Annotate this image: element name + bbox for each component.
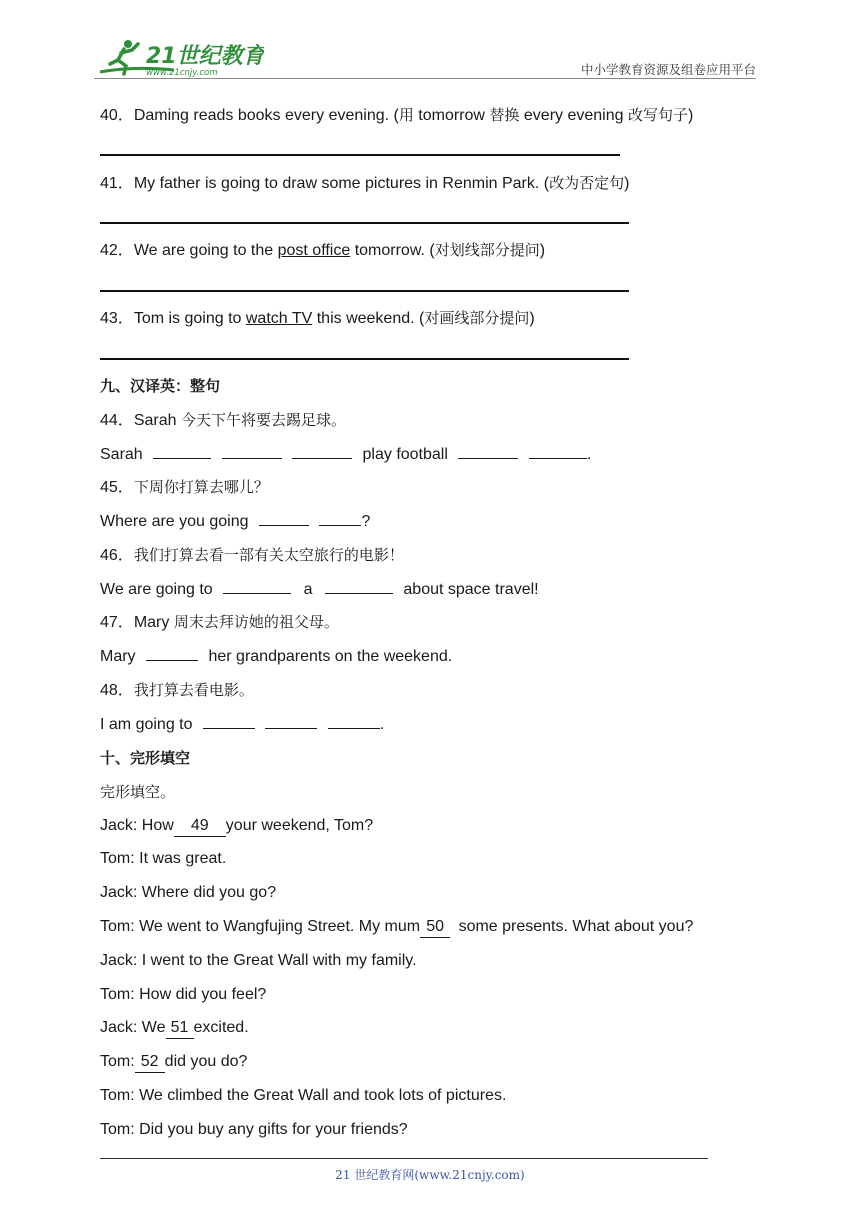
blank[interactable] [458, 444, 518, 459]
dialogue-line: Jack: I went to the Great Wall with my family. [100, 952, 417, 969]
dialogue-line: Tom: How did you feel? [100, 986, 267, 1003]
blank[interactable] [259, 511, 309, 526]
underlined-phrase: watch TV [245, 310, 313, 327]
blank[interactable] [529, 444, 587, 459]
dialogue-line: Tom: We went to Wangfujing Street. My mum 50 some presents. What about you? [100, 917, 693, 938]
question-45-answer: Where are you going ? [100, 513, 371, 530]
question-47-answer: Mary her grandparents on the weekend. [100, 648, 453, 665]
question-42: 42．We are going to the post office tomorrow. (对划线部分提问) [100, 241, 546, 259]
logo-url: www.21cnjy.com [146, 68, 218, 78]
header-platform-text: 中小学教育资源及组卷应用平台 [580, 62, 756, 77]
dialogue-line: Jack: We 51 excited. [100, 1018, 249, 1039]
section-9-title: 九、汉译英：整句 [100, 377, 221, 395]
question-43: 43．Tom is going to watch TV this weekend. (对画线部分提问) [100, 309, 535, 327]
question-45-prompt: 45．下周你打算去哪儿？ [100, 478, 269, 496]
question-48-answer: I am going to . [100, 716, 385, 733]
section-10-subtitle: 完形填空。 [100, 783, 176, 801]
site-logo [94, 36, 264, 80]
blank[interactable] [146, 646, 198, 661]
answer-line-42[interactable] [100, 290, 629, 292]
question-40: 40．Daming reads books every evening. (用 tomorrow 替换 every evening 改写句子) [100, 106, 694, 124]
question-44-answer: Sarah play football . [100, 446, 592, 463]
dialogue-line: Tom: It was great. [100, 850, 227, 867]
blank[interactable] [328, 714, 380, 729]
section-10-title: 十、完形填空 [100, 749, 191, 767]
footer-divider [100, 1158, 708, 1159]
blank[interactable] [153, 444, 211, 459]
blank[interactable] [265, 714, 317, 729]
answer-line-43[interactable] [100, 358, 629, 360]
logo-text: 21世纪教育 [146, 44, 264, 69]
dialogue-line: Tom: We climbed the Great Wall and took lots of pictures. [100, 1087, 507, 1104]
question-46-prompt: 46．我们打算去看一部有关太空旅行的电影！ [100, 546, 404, 564]
header-divider [94, 78, 756, 79]
blank[interactable] [319, 511, 361, 526]
blank-50[interactable]: 50 [420, 917, 450, 938]
blank-51[interactable]: 51 [166, 1018, 194, 1039]
blank-52[interactable]: 52 [135, 1052, 165, 1073]
dialogue-line: Tom: 52 did you do? [100, 1052, 247, 1073]
dialogue-line: Jack: How 49 your weekend, Tom? [100, 816, 373, 837]
blank[interactable] [222, 444, 282, 459]
footer-text: 21 世纪教育网(www.21cnjy.com) [335, 1168, 525, 1182]
underlined-phrase: post office [277, 242, 351, 259]
dialogue-line: Jack: Where did you go? [100, 884, 277, 901]
blank[interactable] [223, 579, 291, 594]
blank[interactable] [292, 444, 352, 459]
question-47-prompt: 47．Mary 周末去拜访她的祖父母。 [100, 613, 339, 631]
blank-49[interactable]: 49 [174, 816, 226, 837]
blank[interactable] [203, 714, 255, 729]
question-41: 41．My father is going to draw some pictures in Renmin Park. (改为否定句) [100, 174, 630, 192]
dialogue-line: Tom: Did you buy any gifts for your friends? [100, 1121, 408, 1138]
answer-line-41[interactable] [100, 222, 629, 224]
question-46-answer: We are going to a about space travel! [100, 581, 539, 598]
blank[interactable] [325, 579, 393, 594]
question-48-prompt: 48．我打算去看电影。 [100, 681, 254, 699]
question-44-prompt: 44．Sarah 今天下午将要去踢足球。 [100, 411, 346, 429]
answer-line-40[interactable] [100, 154, 620, 156]
